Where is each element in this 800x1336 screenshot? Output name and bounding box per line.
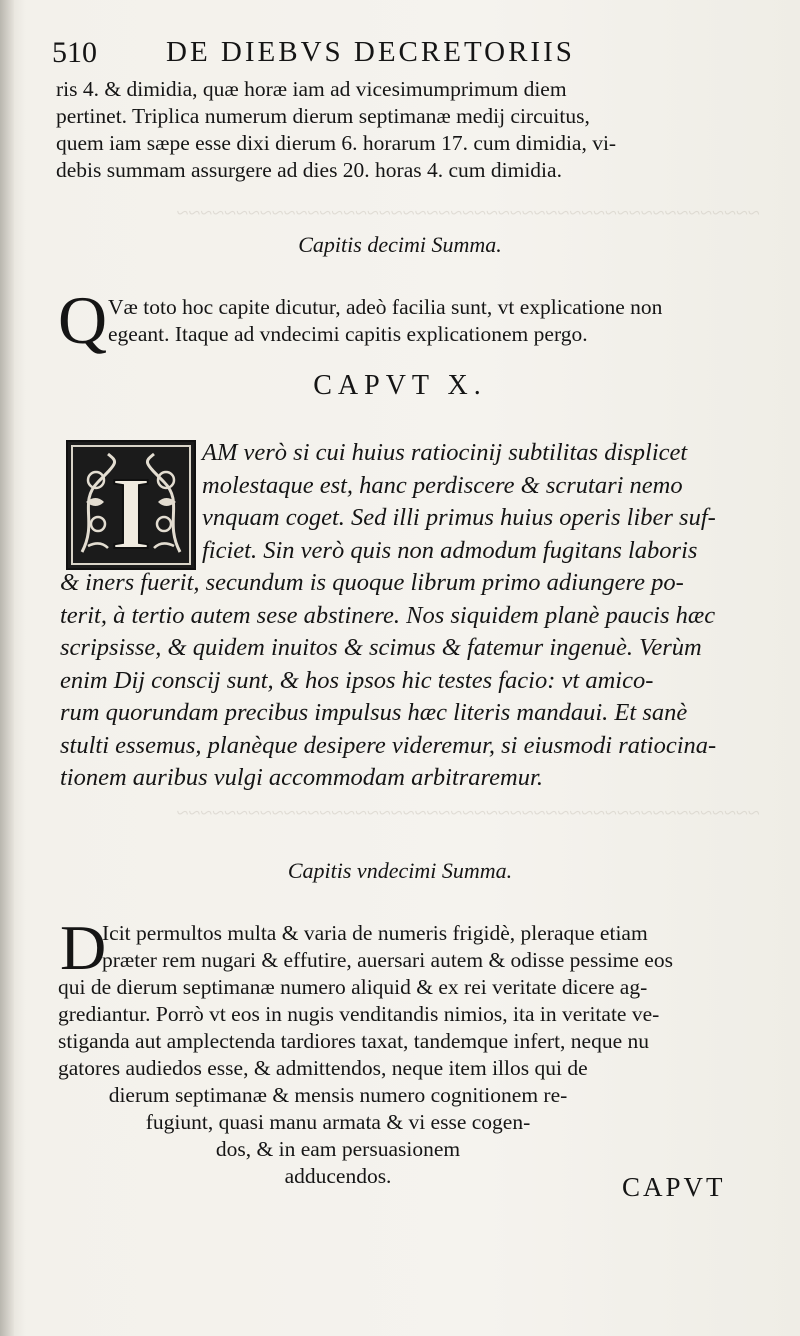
text-line: stiganda aut amplectenda tardiores taxat, tandemque infert, neque nu [58,1029,650,1053]
text-line: dierum septimanæ & mensis numero cognitionem re- [108,1083,568,1107]
text-line: adducendos. [284,1164,392,1188]
text-line: gatores audiedos esse, & admittendos, neque item illos qui de [58,1056,588,1080]
chapter-heading: CAPVT X. [313,370,487,401]
summa-undecimi-text-beside-initial [102,920,752,974]
running-header [52,34,672,74]
summa-undecimi-text [58,974,748,1190]
bleed-through: ~~~~~~~~~~~~~~~~~~~~~~~~~~~~~~~~~~~~~~~~~~~~~~~~~ [176,800,760,825]
text-line: qui de dierum septimanæ numero aliquid & ex rei veritate dicere ag- [58,975,648,999]
text-line: AM verò si cui huius ratiocinij subtilitas displicet [202,439,688,466]
running-title: DE DIEBVS DECRETORIIS [166,36,575,68]
text-line: vnquam coget. Sed illi primus huius operis liber suf- [202,504,716,531]
catchword: CAPVT [622,1172,726,1202]
text-line: debis summam assurgere ad dies 20. horas 4. cum dimidia. [56,158,562,182]
text-line: tionem auribus vulgi accommodam arbitraremur. [60,764,543,791]
drop-initial-q: Q [58,282,108,358]
text-line: terit, à tertio autem sese abstinere. Nos siquidem planè paucis hæc [60,601,716,629]
text-line: grediantur. Porrò vt eos in nugis venditandis nimios, ita in veritate ve- [58,1002,660,1026]
text-line: ris 4. & dimidia, quæ horæ iam ad vicesimumprimum diem [56,77,567,101]
text-line: ficiet. Sin verò quis non admodum fugitans laboris [202,536,698,564]
text-line: egeant. Itaque ad vndecimi capitis explicationem pergo. [108,322,588,346]
opening-paragraph [56,76,746,184]
page-gutter-shadow [0,0,14,1336]
summa-decimi-heading: Capitis decimi Summa. [298,232,502,257]
decorated-initial-letter: I [110,456,152,568]
bleed-through: ~~~~~~~~~~~~~~~~~~~~~~~~~~~~~~~~~~~~~~~~~~~~~~~~~ [176,200,760,225]
summa-decimi-text [108,294,748,348]
text-line: Væ toto hoc capite dicutur, adeò facilia sunt, vt explicatione non [108,295,663,319]
drop-initial-d: D [60,912,107,983]
text-line: fugiunt, quasi manu armata & vi esse cogen- [145,1110,531,1134]
text-line: enim Dij conscij sunt, & hos ipsos hic testes facio: vt amico- [60,666,654,694]
text-line: præter rem nugari & effutire, auersari autem & odisse pessime eos [102,948,673,972]
text-line: molestaque est, hanc perdiscere & scrutari nemo [202,471,683,499]
chapter-text-beside-initial [202,437,752,567]
foliage-ornament-icon [68,442,194,568]
text-line: stulti essemus, planèque desipere videremur, si eiusmodi ratiocina- [60,731,717,759]
page-number: 510 [52,36,97,69]
decorated-initial-woodcut [66,440,196,570]
chapter-text [60,567,750,795]
text-line: scripsisse, & quidem inuitos & scimus & fatemur ingenuè. Verùm [60,634,702,661]
text-line: Icit permultos multa & varia de numeris frigidè, pleraque etiam [102,921,648,945]
text-line: pertinet. Triplica numerum dierum septimanæ medij circuitus, [56,104,590,128]
text-line: & iners fuerit, secundum is quoque librum primo adiungere po- [60,569,684,596]
text-line: quem iam sæpe esse dixi dierum 6. horarum 17. cum dimidia, vi- [56,131,617,155]
text-line: rum quorundam precibus impulsus hæc literis mandaui. Et sanè [60,699,688,726]
summa-undecimi-heading: Capitis vndecimi Summa. [287,858,513,883]
text-line: dos, & in eam persuasionem [215,1137,461,1161]
